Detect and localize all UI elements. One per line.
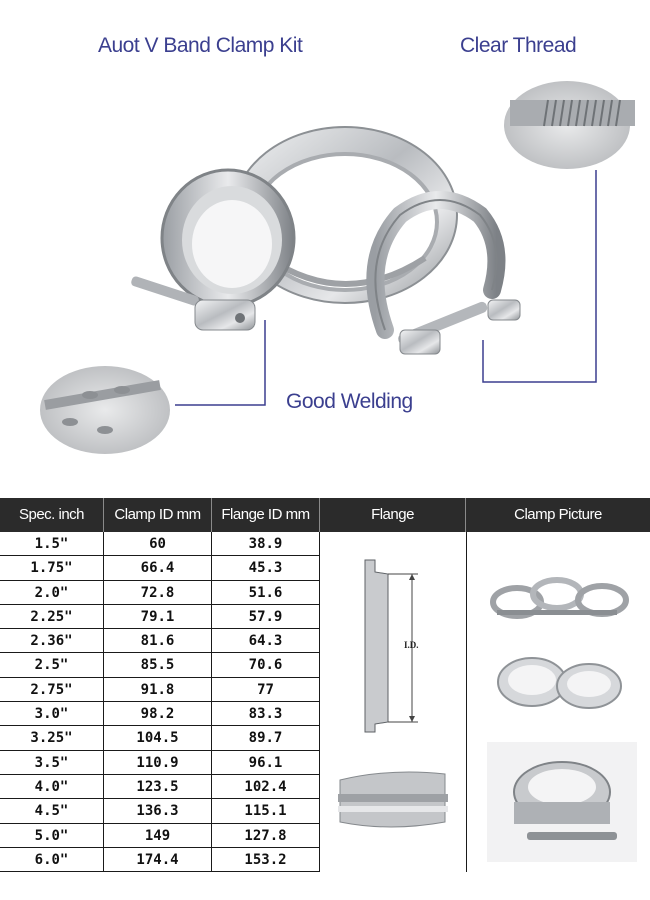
table-row <box>0 702 320 726</box>
thread-callout <box>483 81 635 382</box>
flange-id-cell: 64.3 <box>212 629 320 653</box>
product-title: Auot V Band Clamp Kit <box>98 34 303 57</box>
flange-id-cell: 70.6 <box>212 653 320 677</box>
table-row <box>0 824 320 848</box>
spec-inch-cell: 5.0" <box>0 824 104 848</box>
table-row <box>0 556 320 580</box>
flange-id-cell: 57.9 <box>212 605 320 629</box>
table-row <box>0 848 320 872</box>
clamp-id-cell: 149 <box>104 824 212 848</box>
clamp-id-cell: 174.4 <box>104 848 212 872</box>
flange-photo-pair <box>498 658 621 708</box>
table-row <box>0 629 320 653</box>
spec-inch-cell: 3.25" <box>0 726 104 750</box>
flange-diagram-column <box>320 532 466 872</box>
flange-3d-image <box>338 772 448 827</box>
flange-id-cell: 153.2 <box>212 848 320 872</box>
table-row <box>0 532 320 556</box>
flange-id-cell: 115.1 <box>212 799 320 823</box>
flange-profile-diagram <box>320 532 466 872</box>
clamp-id-cell: 85.5 <box>104 653 212 677</box>
clamp-picture-column <box>466 532 650 872</box>
spec-inch-cell: 1.75" <box>0 556 104 580</box>
header-clamp-picture: Clamp Picture <box>514 506 602 523</box>
clamp-id-cell: 66.4 <box>104 556 212 580</box>
spec-inch-cell: 2.0" <box>0 581 104 605</box>
spec-inch-cell: 2.5" <box>0 653 104 677</box>
clamp-id-cell: 123.5 <box>104 775 212 799</box>
table-row <box>0 751 320 775</box>
table-header <box>0 498 650 532</box>
table-row <box>0 581 320 605</box>
clamp-id-cell: 104.5 <box>104 726 212 750</box>
table-row <box>0 775 320 799</box>
table-row <box>0 678 320 702</box>
flange-id-cell: 89.7 <box>212 726 320 750</box>
spec-inch-cell: 2.36" <box>0 629 104 653</box>
table-row <box>0 799 320 823</box>
spec-inch-cell: 2.75" <box>0 678 104 702</box>
clamp-id-cell: 72.8 <box>104 581 212 605</box>
spec-inch-cell: 2.25" <box>0 605 104 629</box>
clamp-id-cell: 110.9 <box>104 751 212 775</box>
welding-callout <box>40 320 265 454</box>
flange-id-cell: 127.8 <box>212 824 320 848</box>
header-spec-inch: Spec. inch <box>0 498 104 532</box>
spec-rows <box>0 532 320 872</box>
clamp-id-cell: 98.2 <box>104 702 212 726</box>
clamp-id-cell: 91.8 <box>104 678 212 702</box>
good-welding-label: Good Welding <box>286 390 413 413</box>
spec-inch-cell: 3.0" <box>0 702 104 726</box>
header-flange: Flange <box>320 498 466 532</box>
id-dimension-label: I.D. <box>404 640 419 650</box>
table-row <box>0 605 320 629</box>
spec-inch-cell: 4.5" <box>0 799 104 823</box>
clamp-photos <box>467 532 650 872</box>
clamp-photo-set <box>493 580 626 616</box>
flange-id-cell: 38.9 <box>212 532 320 556</box>
header-clamp-id: Clamp ID mm <box>104 498 212 532</box>
clear-thread-label: Clear Thread <box>460 34 577 57</box>
clamp-id-cell: 81.6 <box>104 629 212 653</box>
flange-id-cell: 77 <box>212 678 320 702</box>
assembled-clamp-photo <box>487 742 637 862</box>
flange-id-cell: 102.4 <box>212 775 320 799</box>
flange-id-cell: 45.3 <box>212 556 320 580</box>
clamp-id-cell: 79.1 <box>104 605 212 629</box>
left-v-band-clamp <box>130 170 294 330</box>
flange-id-cell: 96.1 <box>212 751 320 775</box>
flange-id-cell: 51.6 <box>212 581 320 605</box>
clamp-id-cell: 136.3 <box>104 799 212 823</box>
header-flange-id: Flange ID mm <box>212 498 320 532</box>
spec-inch-cell: 1.5" <box>0 532 104 556</box>
table-row <box>0 653 320 677</box>
spec-table <box>0 498 650 872</box>
flange-id-cell: 83.3 <box>212 702 320 726</box>
spec-inch-cell: 3.5" <box>0 751 104 775</box>
spec-inch-cell: 4.0" <box>0 775 104 799</box>
spec-inch-cell: 6.0" <box>0 848 104 872</box>
table-row <box>0 726 320 750</box>
clamp-id-cell: 60 <box>104 532 212 556</box>
